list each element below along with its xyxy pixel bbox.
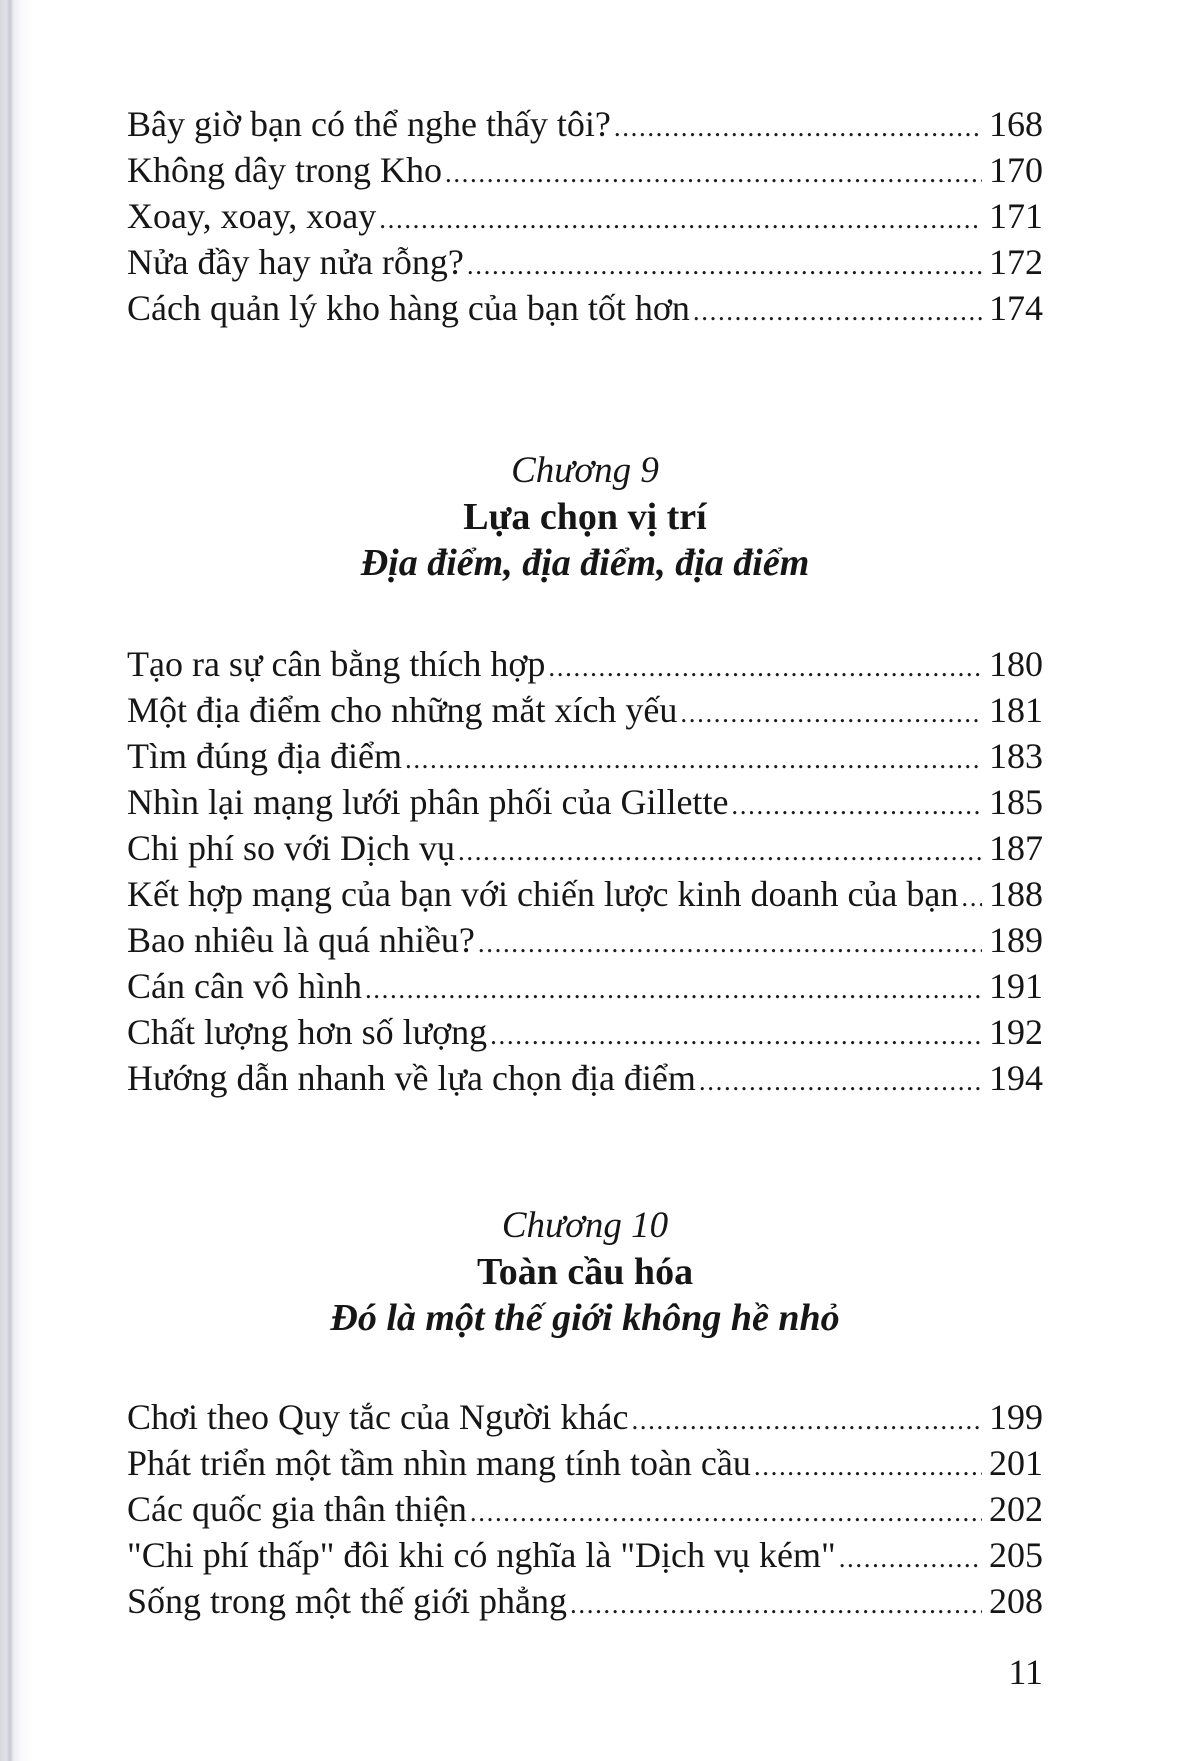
- page-scan-edge: [0, 0, 34, 1761]
- toc-entry-page: 171: [989, 196, 1043, 236]
- toc-entry-title: Kết hợp mạng của bạn với chiến lược kinh doanh của bạn: [127, 874, 959, 914]
- toc-entry-page: 170: [989, 150, 1043, 190]
- toc-entry: [127, 1394, 1043, 1440]
- toc-entry: [127, 825, 1043, 871]
- toc-entry-page: 189: [989, 920, 1043, 960]
- chapter-9-title: Lựa chọn vị trí: [463, 496, 707, 538]
- dot-leader: [699, 1058, 982, 1104]
- chapter-9-heading: [127, 448, 1043, 586]
- toc-entry-page: 188: [989, 874, 1043, 914]
- dot-leader: [548, 644, 982, 690]
- dot-leader: [458, 828, 982, 874]
- toc-entry-page: 187: [989, 828, 1043, 868]
- toc-entry: [127, 1009, 1043, 1055]
- chapter-10-heading: [127, 1203, 1043, 1341]
- toc-entry-page: 172: [989, 242, 1043, 282]
- toc-entry-title: Phát triển một tầm nhìn mang tính toàn cầu: [127, 1443, 751, 1483]
- toc-entry-title: Cán cân vô hình: [127, 966, 362, 1006]
- toc-entry-page: 168: [989, 104, 1043, 144]
- toc-entry: [127, 641, 1043, 687]
- toc-entry: [127, 285, 1043, 331]
- dot-leader: [490, 1012, 982, 1058]
- toc-entry: [127, 101, 1043, 147]
- toc-entry-page: 208: [989, 1581, 1043, 1621]
- chapter-10-subtitle: Đó là một thế giới không hề nhỏ: [330, 1297, 840, 1339]
- toc-entry-title: Hướng dẫn nhanh về lựa chọn địa điểm: [127, 1058, 696, 1098]
- toc-entry-title: Bao nhiêu là quá nhiều?: [127, 920, 475, 960]
- toc-entry: [127, 1486, 1043, 1532]
- toc-entry: [127, 779, 1043, 825]
- toc-entry-page: 185: [989, 782, 1043, 822]
- dot-leader: [731, 782, 982, 828]
- dot-leader: [405, 736, 982, 782]
- toc-entry-title: Chơi theo Quy tắc của Người khác: [127, 1397, 629, 1437]
- toc-entry-page: 191: [989, 966, 1043, 1006]
- dot-leader: [754, 1443, 982, 1489]
- toc-entry-page: 201: [989, 1443, 1043, 1483]
- dot-leader: [365, 966, 982, 1012]
- dot-leader: [570, 1581, 982, 1627]
- dot-leader: [680, 690, 982, 736]
- dot-leader: [961, 874, 982, 920]
- dot-leader: [614, 104, 982, 150]
- toc-entry: [127, 1532, 1043, 1578]
- dot-leader: [467, 242, 982, 288]
- toc-entry-title: Nửa đầy hay nửa rỗng?: [127, 242, 464, 282]
- dot-leader: [379, 196, 982, 242]
- toc-entry: [127, 193, 1043, 239]
- chapter-10-title: Toàn cầu hóa: [476, 1251, 694, 1293]
- toc-entry-title: Sống trong một thế giới phẳng: [127, 1581, 568, 1621]
- toc-entry-title: Bây giờ bạn có thể nghe thấy tôi?: [127, 104, 611, 144]
- toc-entry: [127, 1578, 1043, 1624]
- toc-entry-page: 205: [989, 1535, 1043, 1575]
- toc-entry-page: 183: [989, 736, 1043, 776]
- chapter-9-subtitle: Địa điểm, địa điểm, địa điểm: [360, 542, 810, 584]
- chapter-9-label: Chương 9: [511, 450, 659, 491]
- toc-entry-title: Chi phí so với Dịch vụ: [127, 828, 456, 868]
- toc-entry: [127, 687, 1043, 733]
- page-number: 11: [1008, 1652, 1043, 1692]
- toc-block-leading: [127, 101, 1043, 331]
- toc-entry-page: 181: [989, 690, 1043, 730]
- toc-entry: [127, 147, 1043, 193]
- toc-entry-page: 194: [989, 1058, 1043, 1098]
- toc-entry-title: Một địa điểm cho những mắt xích yếu: [127, 690, 678, 730]
- toc-entry-page: 202: [989, 1489, 1043, 1529]
- toc-entry: [127, 1440, 1043, 1486]
- toc-entry-title: Tìm đúng địa điểm: [127, 736, 402, 776]
- toc-entry: [127, 871, 1043, 917]
- toc-entry-title: Cách quản lý kho hàng của bạn tốt hơn: [127, 288, 690, 328]
- toc-entry-title: Nhìn lại mạng lưới phân phối của Gillette: [127, 782, 729, 822]
- toc-entry-page: 180: [989, 644, 1043, 684]
- dot-leader: [693, 288, 982, 334]
- dot-leader: [478, 920, 982, 966]
- toc-entry-title: Chất lượng hơn số lượng: [127, 1012, 488, 1052]
- toc-block-chapter-9: [127, 641, 1043, 1101]
- toc-entry: [127, 917, 1043, 963]
- toc-entry-page: 199: [989, 1397, 1043, 1437]
- chapter-10-label: Chương 10: [501, 1205, 669, 1246]
- toc-entry-title: Không dây trong Kho: [127, 150, 442, 190]
- toc-page: [127, 0, 1043, 1692]
- toc-entry-title: Các quốc gia thân thiện: [127, 1489, 467, 1529]
- toc-entry-page: 192: [989, 1012, 1043, 1052]
- toc-entry-title: Xoay, xoay, xoay: [127, 196, 377, 236]
- toc-entry: [127, 963, 1043, 1009]
- toc-entry: [127, 1055, 1043, 1101]
- toc-entry-title: "Chi phí thấp" đôi khi có nghĩa là "Dịch vụ kém": [127, 1535, 836, 1575]
- toc-entry: [127, 239, 1043, 285]
- dot-leader: [631, 1397, 982, 1443]
- toc-block-chapter-10: [127, 1394, 1043, 1624]
- dot-leader: [445, 150, 982, 196]
- dot-leader: [839, 1535, 982, 1581]
- dot-leader: [470, 1489, 982, 1535]
- toc-entry-title: Tạo ra sự cân bằng thích hợp: [127, 644, 546, 684]
- toc-entry: [127, 733, 1043, 779]
- toc-entry-page: 174: [989, 288, 1043, 328]
